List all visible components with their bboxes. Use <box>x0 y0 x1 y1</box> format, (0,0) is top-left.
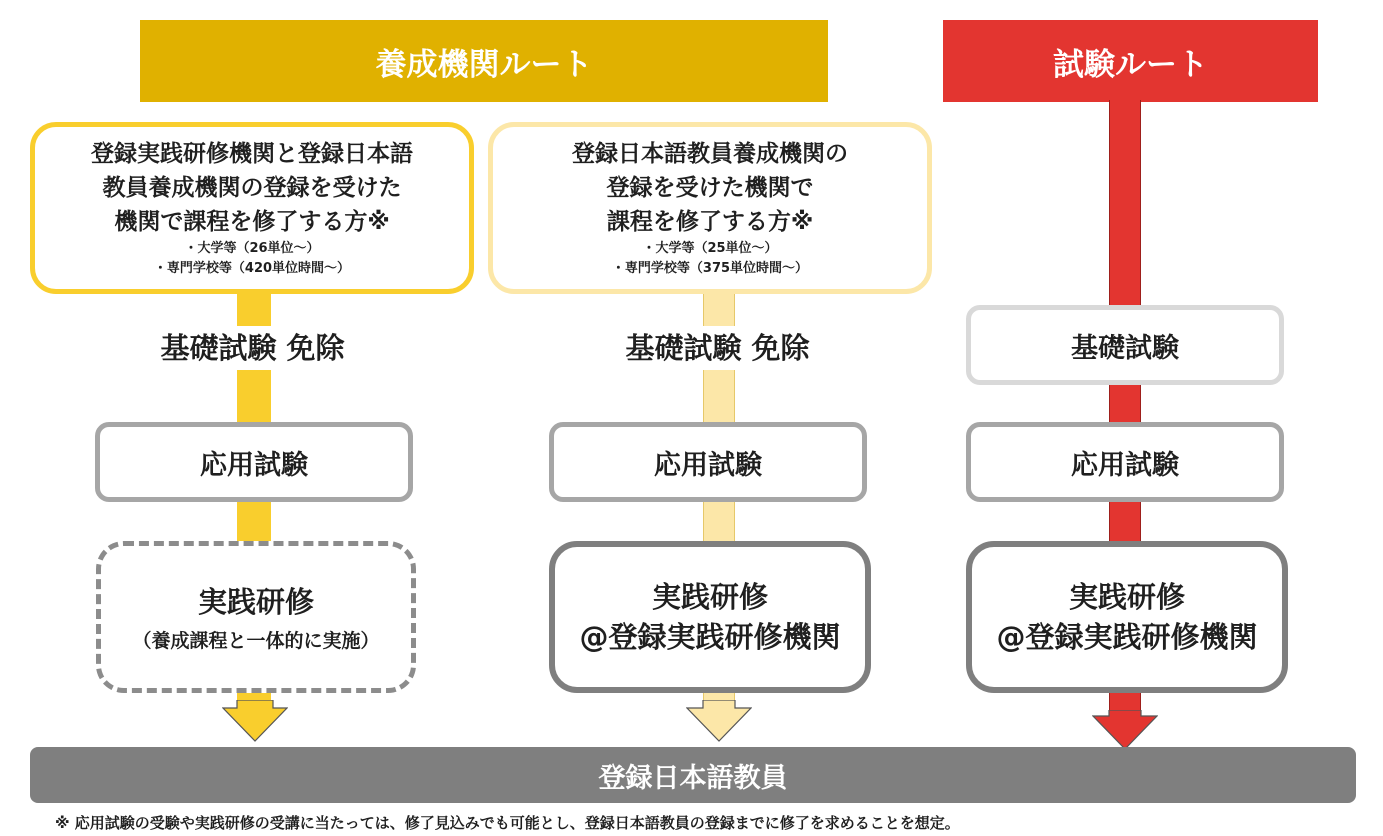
col2-practice-location: @登録実践研修機関 <box>579 620 841 654</box>
col3-applied-exam-box <box>966 422 1284 502</box>
col3-applied-exam-label: 応用試験 <box>1071 449 1179 481</box>
col2-practice-label: 実践研修 <box>651 580 768 614</box>
col3-practice-label: 実践研修 <box>1068 580 1185 614</box>
col2-applied-exam-label: 応用試験 <box>654 449 762 481</box>
col2-practice-box <box>549 541 871 693</box>
exam-route-label: 試験ルート <box>1053 46 1208 83</box>
col3-practice-box <box>966 541 1288 693</box>
col1-practice-label: 実践研修 <box>197 584 314 619</box>
col1-basic-exam-exempt: 基礎試験 免除 <box>130 326 375 370</box>
col2-title-line-2: 登録を受けた機関で <box>606 175 814 201</box>
col1-down-arrow-icon <box>222 700 288 742</box>
training-route-label: 養成機関ルート <box>375 46 593 83</box>
col1-sub-line-1: ・大学等（26単位～） <box>184 241 320 256</box>
col3-basic-exam-box <box>966 305 1284 385</box>
training-route-header <box>140 20 828 102</box>
registered-teacher-label: 登録日本語教員 <box>598 762 788 794</box>
col2-applied-exam-box <box>549 422 867 502</box>
col1-title-line-2: 教員養成機関の登録を受けた <box>102 175 402 201</box>
col2-title-line-3: 課程を修了する方※ <box>606 209 814 235</box>
col2-down-arrow-icon <box>686 700 752 742</box>
col3-basic-exam-label: 基礎試験 <box>1071 332 1179 364</box>
col1-practice-note: （養成課程と一体的に実施） <box>132 629 380 652</box>
exam-route-header <box>943 20 1318 102</box>
col1-title-line-3: 機関で課程を修了する方※ <box>114 209 390 235</box>
col1-practice-box <box>96 541 416 693</box>
col1-sub-line-2: ・専門学校等（420単位時間～） <box>153 261 351 276</box>
col2-title-line-1: 登録日本語教員養成機関の <box>572 141 848 167</box>
col3-down-arrow-icon <box>1092 710 1158 750</box>
col1-applied-exam-label: 応用試験 <box>200 449 308 481</box>
registered-teacher-bar <box>30 747 1356 803</box>
col2-basic-exam-exempt: 基礎試験 免除 <box>595 326 840 370</box>
col1-applied-exam-box <box>95 422 413 502</box>
col1-course-box <box>30 122 474 294</box>
col2-sub-line-1: ・大学等（25単位～） <box>642 241 778 256</box>
footnote: ※ 応用試験の受験や実践研修の受講に当たっては、修了見込みでも可能とし、登録日本語教員の登録までに修了を求めることを想定。 <box>55 814 960 832</box>
col2-course-box <box>488 122 932 294</box>
col3-practice-location: @登録実践研修機関 <box>996 620 1258 654</box>
col2-sub-line-2: ・専門学校等（375単位時間～） <box>611 261 809 276</box>
col1-title-line-1: 登録実践研修機関と登録日本語 <box>91 141 413 167</box>
